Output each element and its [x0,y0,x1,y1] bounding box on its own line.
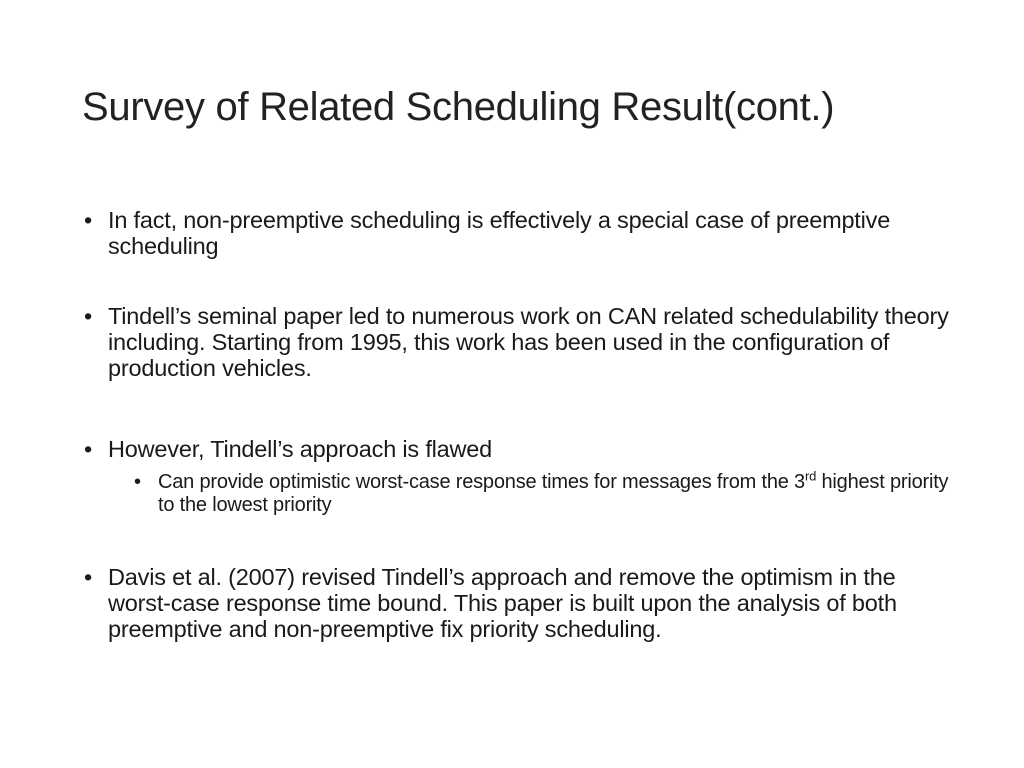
bullet-item [82,303,952,381]
sub-bullet-superscript: rd [804,468,817,484]
bullet-dot-icon: • [84,436,93,462]
sub-bullet-text-end: highest priority to the lowest priority [158,471,949,516]
bullet-text: Davis et al. (2007) revised Tindell’s approach and remove the optimism in the worst-case response time bound. This paper is built upon the analysis of both preemptive and non-preemptive fix priority scheduling. [108,564,897,642]
bullet-dot-icon: • [84,564,93,590]
sub-bullet-text-start: Can provide optimistic worst-case response times for messages from the 3 [158,471,805,493]
bullet-item [82,564,952,642]
bullet-item [82,436,952,517]
bullet-text: In fact, non-preemptive scheduling is effectively a special case of preemptive scheduling [108,207,891,259]
slide-title: Survey of Related Scheduling Result(cont.) [82,85,835,129]
bullet-text: However, Tindell’s approach is flawed [108,436,493,462]
sub-bullet-dot-icon: • [134,471,141,493]
sub-bullet-item [134,468,952,517]
bullet-dot-icon: • [84,207,93,233]
bullet-list [82,207,952,642]
bullet-text: Tindell’s seminal paper led to numerous work on CAN related schedulability theory including. Starting from 1995, this work has been used in the configuration of production vehicles. [108,303,949,381]
bullet-dot-icon: • [84,303,93,329]
bullet-item [82,207,952,259]
